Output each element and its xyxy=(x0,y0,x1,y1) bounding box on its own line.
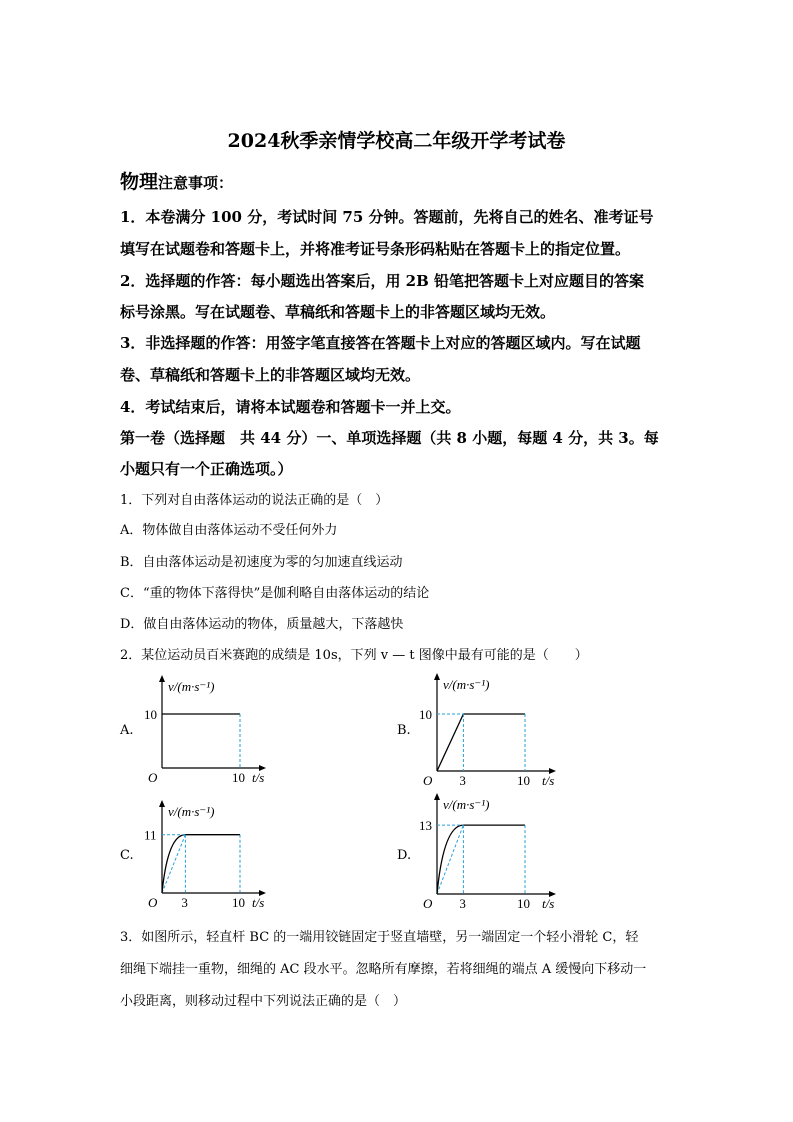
question-3-line: 3．如图所示，轻直杆 BC 的一端用铰链固定于竖直墙壁，另一端固定一个轻小滑轮 C，轻 xyxy=(120,930,639,945)
question-2-stem: 2．某位运动员百米赛跑的成绩是 10s，下列 v — t 图像中最有可能的是（ ） xyxy=(120,648,588,663)
graph-c-letter: C. xyxy=(120,848,134,863)
y-axis-label: v/(m·s⁻¹) xyxy=(168,679,215,694)
question-1-stem: 1．下列对自由落体运动的说法正确的是（ ） xyxy=(120,493,389,508)
section-heading: 第一卷（选择题 共 44 分）一、单项选择题（共 8 小题，每题 4 分，共 3。每 xyxy=(120,429,659,447)
x-tick-label: 10 xyxy=(232,895,245,910)
y-axis-label: v/(m·s⁻¹) xyxy=(443,797,490,812)
vt-graph-a xyxy=(140,673,290,788)
question-3-line: 小段距离，则移动过程中下列说法正确的是（ ） xyxy=(120,994,407,1009)
acceleration-line xyxy=(437,714,463,771)
question-1-option-a: A．物体做自由落体运动不受任何外力 xyxy=(120,523,338,538)
graph-d-letter: D. xyxy=(397,848,412,863)
x-axis-label: t/s xyxy=(542,896,555,911)
vt-graph-c xyxy=(140,798,290,913)
x-axis-label: t/s xyxy=(252,895,265,910)
x-tick-label: 3 xyxy=(459,896,466,911)
note-line: 4．考试结束后，请将本试题卷和答题卡一并上交。 xyxy=(120,398,461,416)
section-heading: 小题只有一个正确选项。） xyxy=(120,460,293,478)
x-tick-label: 3 xyxy=(459,773,466,788)
y-value-label: 13 xyxy=(419,818,432,834)
note-line: 标号涂黑。写在试题卷、草稿纸和答题卡上的非答题区域均无效。 xyxy=(120,303,556,321)
notes-heading: 注意事项： xyxy=(158,174,234,192)
note-line: 1．本卷满分 100 分，考试时间 75 分钟。答题前，先将自己的姓名、准考证号 xyxy=(120,208,654,226)
y-value-label: 10 xyxy=(419,707,432,722)
origin-label: O xyxy=(148,895,158,910)
question-1-option-d: D．做自由落体运动的物体，质量越大，下落越快 xyxy=(120,617,404,632)
graph-a-letter: A. xyxy=(120,723,134,738)
note-line: 3．非选择题的作答：用签字笔直接答在答题卡上对应的答题区域内。写在试题 xyxy=(120,334,641,352)
y-value-label: 10 xyxy=(144,707,157,722)
y-axis-arrow xyxy=(159,675,165,682)
question-1-option-b: B．自由落体运动是初速度为零的匀加速直线运动 xyxy=(120,555,403,570)
question-3-line: 细绳下端挂一重物，细绳的 AC 段水平。忽略所有摩擦，若将细绳的端点 A 缓慢向下移动一 xyxy=(120,962,647,977)
x-tick-label: 10 xyxy=(517,896,530,911)
origin-label: O xyxy=(423,773,433,788)
exam-title: 2024秋季亲情学校高二年级开学考试卷 xyxy=(227,130,566,152)
vt-graph-b xyxy=(415,673,575,791)
origin-label: O xyxy=(423,896,433,911)
origin-label: O xyxy=(148,770,158,785)
y-axis-arrow xyxy=(434,793,440,800)
y-axis-label: v/(m·s⁻¹) xyxy=(443,677,490,692)
y-axis-label: v/(m·s⁻¹) xyxy=(168,804,215,819)
x-axis-label: t/s xyxy=(542,773,555,788)
note-line: 2．选择题的作答：每小题选出答案后，用 2B 铅笔把答题卡上对应题目的答案 xyxy=(120,272,644,290)
y-axis-arrow xyxy=(159,800,165,807)
x-tick-label: 10 xyxy=(232,770,245,785)
graph-b-letter: B. xyxy=(397,723,411,738)
subject-name: 物理 xyxy=(120,171,159,193)
note-line: 填写在试题卷和答题卡上，并将准考证号条形码粘贴在答题卡上的指定位置。 xyxy=(120,240,631,258)
note-line: 卷、草稿纸和答题卡上的非答题区域均无效。 xyxy=(120,366,421,384)
y-value-label: 11 xyxy=(144,827,157,843)
y-axis-arrow xyxy=(434,673,440,680)
x-tick-label: 10 xyxy=(517,773,530,788)
vt-graph-d xyxy=(415,793,575,915)
subject-heading xyxy=(120,167,233,194)
x-axis-label: t/s xyxy=(252,770,265,785)
x-tick-label: 3 xyxy=(181,895,188,910)
question-1-option-c: C．“重的物体下落得快”是伽利略自由落体运动的结论 xyxy=(120,586,430,601)
